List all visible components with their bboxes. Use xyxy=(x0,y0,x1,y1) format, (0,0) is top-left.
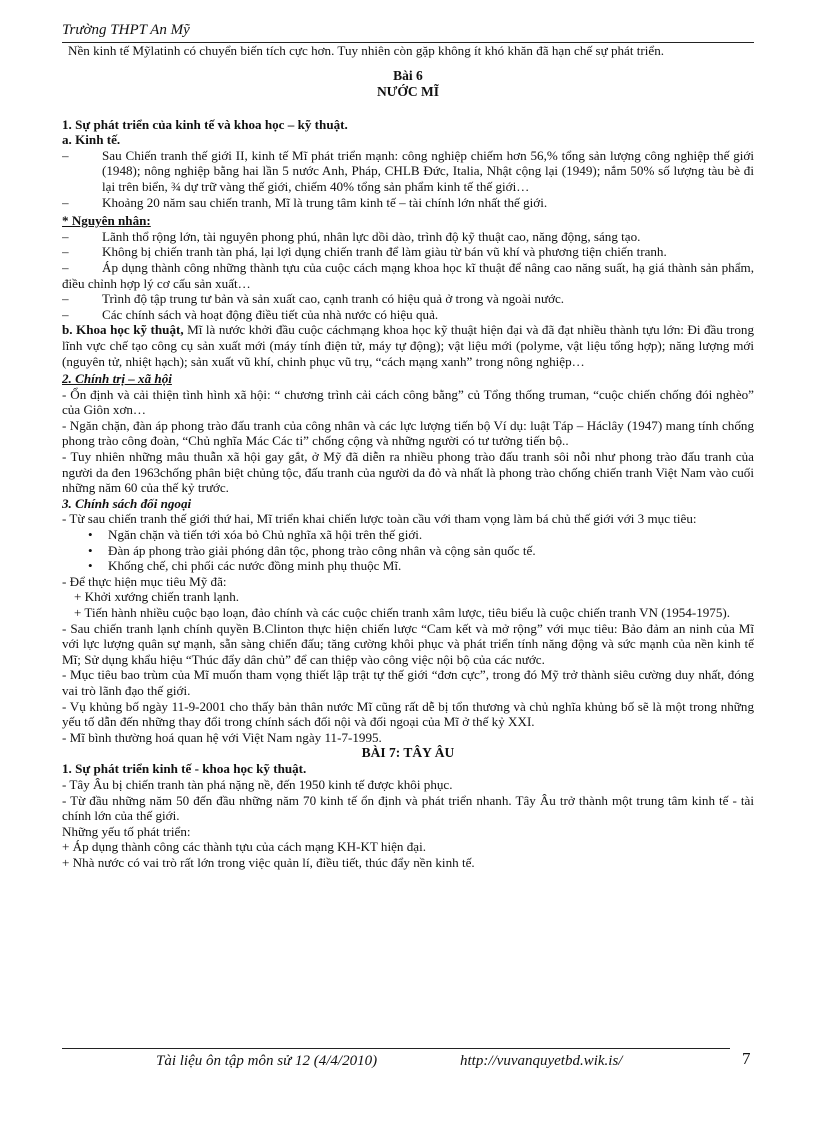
politics-paragraph-3: - Tuy nhiên những mâu thuẫn xã hội gay gắt, ở Mỹ đã diễn ra nhiều phong trào đấu tranh sôi nỗi như phong trào đấu tranh của người da đen 1963chống phân biệt chủng tộc, đấu tranh của người da đỏ và nhất là phong trào chống chiến tranh Việt Nam vào cuối những năm 60 của thế kỷ trước. xyxy=(62,449,754,496)
section-1b-text: Mĩ là nước khởi đầu cuộc cáchmạng khoa học kỹ thuật hiện đại và đã đạt nhiều thành tựu lớn: Đi đầu trong lĩnh vực chế tạo công cụ sản xuất mới (máy tính điện tử, máy tự động); vật liệu mới (polyme, vật liệu tổng hợp); năng lượng mới (nguyên tử, nhiệt hạch); sản xuất vũ khí, chinh phục vũ trụ, “cách mạng xanh” trong nông nghiệp… xyxy=(62,322,754,369)
cause-item-5 xyxy=(62,307,754,323)
foreign-policy-paragraph-1: - Sau chiến tranh lạnh chính quyền B.Clinton thực hiện chiến lược “Cam kết và mở rộng” với mục tiêu: Bảo đảm an ninh của Mĩ với lực lượng quân sự mạnh, sẵn sàng chiến đấu; tăng cường khôi phục và phát triển tính năng động và sức mạnh của nền kinh tế Mĩ; Sử dụng khẩu hiệu “Thúc đẩy dân chủ” để can thiệp vào công việc nội bộ của các nước. xyxy=(62,620,754,667)
intro-paragraph: Nền kinh tế Mỹlatinh có chuyển biến tích cực hơn. Tuy nhiên còn gặp không ít khó khăn đã hạn chế sự phát triển. xyxy=(68,43,665,58)
dash-mark: – xyxy=(62,194,69,210)
economy-item-2-text: Khoảng 20 năm sau chiến tranh, Mĩ là trung tâm kinh tế – tài chính lớn nhất thế giới. xyxy=(102,194,548,210)
lesson-6-title: NƯỚC MĨ xyxy=(376,83,440,99)
dash-mark: – xyxy=(62,228,69,244)
section-3-heading: 3. Chính sách đối ngoại xyxy=(62,495,192,511)
goal-bullet-3-text: Khống chế, chi phối các nước đồng minh phụ thuộc Mĩ. xyxy=(108,558,402,574)
foreign-policy-paragraph-3: - Vụ khủng bố ngày 11-9-2001 cho thấy bản thân nước Mĩ cũng rất dễ bị tổn thương và chủ nghĩa khủng bố sẽ là một trong những yếu tố dẫn đến những thay đổi trong chính sách đối nội và đối ngoại của Mĩ ở thế kỷ XXI. xyxy=(62,698,754,730)
section-1a-heading: a. Kinh tế. xyxy=(62,132,121,148)
document-page xyxy=(62,20,754,1110)
implementation-item-2: + Tiến hành nhiều cuộc bạo loạn, đảo chính và các cuộc chiến tranh xâm lược, tiêu biểu là cuộc chiến tranh VN (1954-1975). xyxy=(74,605,731,620)
western-europe-paragraph-2: - Từ đầu những năm 50 đến đầu những năm 70 kinh tế ổn định và phát triển nhanh. Tây Âu trở thành một trung tâm kinh tế - tài chính lớn của thế giới. xyxy=(62,792,754,824)
western-europe-paragraph-1: - Tây Âu bị chiến tranh tàn phá nặng nề, đến 1950 kinh tế được khôi phục. xyxy=(62,776,453,792)
dash-mark: – xyxy=(62,291,69,307)
cause-item-3-text: Áp dụng thành công những thành tựu của cuộc cách mạng khoa học kĩ thuật để nâng cao năng suất, hạ giá thành sản phẩm, điều chỉnh hợp lý cơ cấu sản xuất… xyxy=(62,259,754,291)
bullet-mark: • xyxy=(88,558,93,574)
cause-item-5-text: Các chính sách và hoạt động điều tiết của nhà nước có hiệu quả. xyxy=(102,306,439,322)
cause-item-4-text: Trình độ tập trung tư bản và sản xuất cao, cạnh tranh có hiệu quả ở trong và ngoài nước. xyxy=(102,291,565,307)
goal-bullet-1 xyxy=(62,527,754,543)
implementation-item-1: + Khởi xướng chiến tranh lạnh. xyxy=(74,589,240,605)
dash-mark: – xyxy=(62,259,69,275)
development-factor-1: + Áp dụng thành công các thành tựu của cách mạng KH-KT hiện đại. xyxy=(62,839,427,855)
goal-bullet-2-text: Đàn áp phong trào giải phóng dân tộc, phong trào công nhân và cộng sản quốc tế. xyxy=(108,542,536,558)
goal-bullet-2 xyxy=(62,543,754,559)
cause-item-1-text: Lãnh thổ rộng lớn, tài nguyên phong phú, nhân lực dồi dào, trình độ kỹ thuật cao, năng động, sáng tạo. xyxy=(102,228,641,244)
page-number: 7 xyxy=(742,1049,751,1068)
development-factor-2: + Nhà nước có vai trò rất lớn trong việc quản lí, điều tiết, thúc đẩy nền kinh tế. xyxy=(62,854,475,870)
cause-item-3 xyxy=(62,260,754,291)
cause-item-2 xyxy=(62,244,754,260)
section-1-heading: 1. Sự phát triển của kinh tế và khoa học – kỹ thuật. xyxy=(62,116,348,132)
lesson-7-heading: 1. Sự phát triển kinh tế - khoa học kỹ thuật. xyxy=(62,761,307,777)
document-body xyxy=(62,43,754,871)
goal-bullet-3 xyxy=(62,558,754,574)
economy-item-2 xyxy=(62,195,754,211)
lesson-6-label: Bài 6 xyxy=(393,67,423,83)
cause-item-1 xyxy=(62,229,754,245)
dash-mark: – xyxy=(62,306,69,322)
implementation-intro: - Để thực hiện mục tiêu Mỹ đã: xyxy=(62,573,227,589)
goal-bullet-1-text: Ngăn chặn và tiến tới xóa bỏ Chủ nghĩa xã hội trên thế giới. xyxy=(108,527,423,543)
cause-item-4 xyxy=(62,291,754,307)
footer-website: http://vuvanquyetbd.wik.is/ xyxy=(460,1053,623,1069)
economy-item-1-text: Sau Chiến tranh thế giới II, kinh tế Mĩ phát triển mạnh: công nghiệp chiếm hơn 56,% tổng sản lượng công nghiệp thế giới (1948); nông nghiệp bằng hai lần 5 nước Anh, Pháp, CHLB Đức, Italia, Nhật cộng lại (1949); nắm 50% số lượng tàu bè đi lại trên biển, ¾ dự trữ vàng thế giới, chiếm 40% tổng sản phẩm kinh tế thế giới… xyxy=(102,147,754,194)
foreign-policy-intro: - Từ sau chiến tranh thế giới thứ hai, Mĩ triển khai chiến lược toàn cầu với tham vọng làm bá chủ thế giới với 3 mục tiêu: xyxy=(62,511,697,527)
dash-mark: – xyxy=(62,147,69,163)
section-1b-heading: b. Khoa học kỹ thuật, xyxy=(62,322,184,338)
footer-document-title: Tài liệu ôn tập môn sử 12 (4/4/2010) xyxy=(156,1053,378,1069)
bullet-mark: • xyxy=(88,527,93,543)
economy-item-1 xyxy=(62,148,754,195)
politics-paragraph-2: - Ngăn chặn, đàn áp phong trào đấu tranh của công nhân và các lực lượng tiến bộ Ví dụ: luật Táp – Háclây (1947) mang tính chống phong trào công đoàn, “Chủ nghĩa Mác Các ti” chống cộng và những người có tư tưởng tiến bộ.. xyxy=(62,417,754,449)
school-name: Trường THPT An Mỹ xyxy=(62,22,190,38)
development-factors-label: Những yếu tố phát triển: xyxy=(62,823,191,839)
foreign-policy-paragraph-4: - Mĩ bình thường hoá quan hệ với Việt Nam ngày 11-7-1995. xyxy=(62,729,382,745)
bullet-mark: • xyxy=(88,542,93,558)
politics-paragraph-1: - Ổn định và cải thiện tình hình xã hội: “ chương trình cải cách công bằng” củ Tổng thống truman, “cuộc chiến chống đói nghèo” của Giôn xơn… xyxy=(62,386,754,418)
page-footer xyxy=(62,1048,754,1071)
science-paragraph xyxy=(62,322,754,369)
cause-item-2-text: Không bị chiến tranh tàn phá, lại lợi dụng chiến tranh để làm giàu từ bán vũ khí và phương tiện chiến tranh. xyxy=(102,244,667,260)
page-header xyxy=(62,20,754,43)
dash-mark: – xyxy=(62,244,69,260)
causes-heading: * Nguyên nhân: xyxy=(62,213,151,229)
section-2-heading: 2. Chính trị – xã hội xyxy=(62,371,172,387)
lesson-7-title: BÀI 7: TÂY ÂU xyxy=(361,745,455,761)
foreign-policy-paragraph-2: - Mục tiêu bao trùm của Mĩ muốn tham vọng thiết lập trật tự thế giới “đơn cực”, trong đó Mỹ trở thành siêu cường duy nhất, đóng vai trò lãnh đạo thế giới. xyxy=(62,667,754,698)
